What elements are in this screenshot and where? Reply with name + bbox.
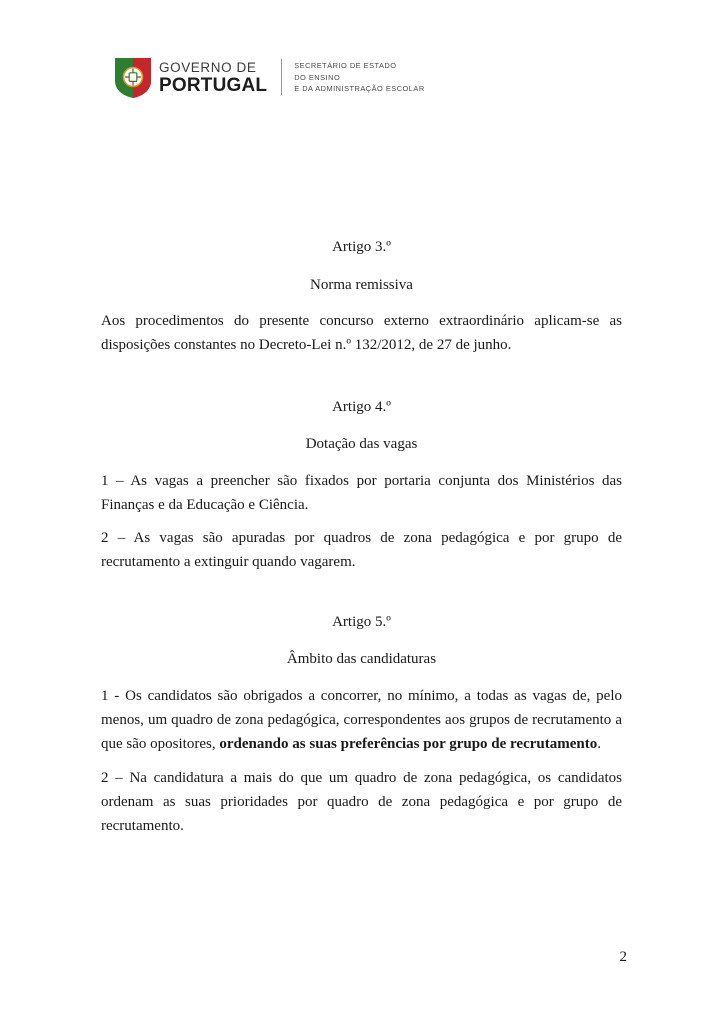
section-subtitle-artigo-5: Âmbito das candidaturas [286, 651, 437, 668]
document-header [113, 55, 425, 99]
section-subtitle-artigo-4: Dotação das vagas [305, 436, 418, 453]
paragraph-artigo-5-1-text-after: . [597, 736, 601, 753]
secretariat-block [294, 59, 424, 94]
section-spacer [101, 575, 622, 611]
section-spacer [101, 358, 622, 396]
paragraph-artigo-5-1-emphasis: ordenando as suas preferências por grupo de recrutamento [219, 736, 598, 753]
paragraph-artigo-5-1 [101, 671, 622, 757]
gov-line-2: PORTUGAL [159, 75, 268, 97]
section-title-artigo-3: Artigo 3.º [332, 239, 391, 255]
page-number: 2 [619, 949, 627, 965]
secretariat-line-1: SECRETÁRIO DE ESTADO [294, 61, 397, 71]
document-body [101, 236, 622, 839]
secretariat-line-3: E DA ADMINISTRAÇÃO ESCOLAR [294, 84, 425, 94]
paragraph-artigo-4-2: 2 – As vagas são apuradas por quadros de zona pedagógica e por grupo de recrutamento a extinguir quando vagarem. [101, 530, 622, 571]
header-divider [281, 59, 282, 95]
section-title-artigo-5: Artigo 5.º [332, 613, 391, 630]
portugal-shield-icon [113, 55, 153, 99]
government-wordmark [159, 59, 267, 96]
secretariat-line-2: DO ENSINO [294, 72, 341, 82]
paragraph-artigo-4-1: 1 – As vagas a preencher são fixados por portaria conjunta dos Ministérios das Finanças e da Educação e Ciência. [101, 472, 622, 513]
gov-line-1: GOVERNO DE [159, 59, 257, 75]
section-title-artigo-4: Artigo 4.º [332, 398, 391, 415]
section-subtitle-artigo-3: Norma remissiva [310, 276, 413, 293]
paragraph-artigo-3-1: Aos procedimentos do presente concurso externo extraordinário aplicam-se as disposições constantes no Decreto-Lei n.º 132/2012, de 27 de junho. [101, 313, 622, 354]
paragraph-artigo-5-1-text-before: 1 - Os candidatos são obrigados a concorrer, no mínimo, a todas as vagas de, pelo menos, um quadro de zona pedagógica, correspondentes aos grupos de recrutamento a que são opositores, [101, 687, 622, 753]
paragraph-artigo-5-2: 2 – Na candidatura a mais do que um quadro de zona pedagógica, os candidatos ordenam as suas prioridades por quadro de zona pedagógica e por grupo de recrutamento. [101, 769, 622, 835]
